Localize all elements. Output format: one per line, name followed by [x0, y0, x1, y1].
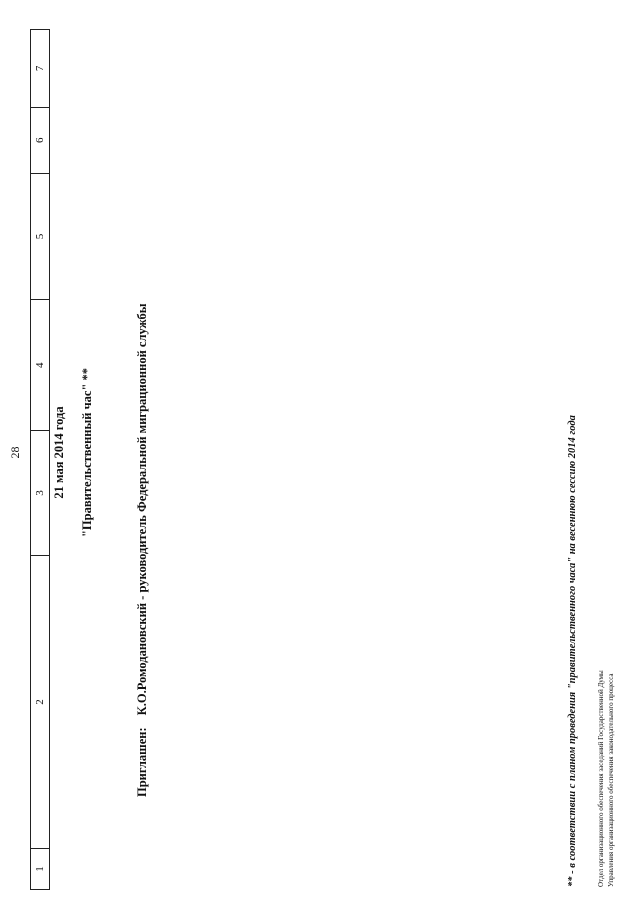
- invited-label: Приглашен:: [135, 727, 149, 797]
- column-number-cell: 2: [31, 555, 49, 848]
- government-hour-title: "Правительственный час" **: [80, 367, 94, 538]
- column-number-cell: 3: [31, 430, 49, 555]
- table-header-row: [30, 29, 50, 890]
- department-line-1: Отдел организационного обеспечения заседаний Государственной Думы: [597, 670, 605, 887]
- column-number-cell: 5: [31, 173, 49, 300]
- invited-line: [135, 304, 150, 797]
- footnote: ** - в соответствии с планом проведения "правительственного часа" на весеннюю сессию 2014 года: [567, 415, 578, 887]
- invited-person: К.О.Ромодановский - руководитель Федеральной миграционной службы: [135, 303, 149, 716]
- department-line-2: Управления организационного обеспечения законодательного процесса: [607, 673, 615, 887]
- department-signature: [596, 670, 616, 887]
- column-number-cell: 6: [31, 107, 49, 173]
- column-number-cell: 7: [34, 65, 46, 72]
- session-date: 21 мая 2014 года: [52, 406, 66, 499]
- column-number-cell: 1: [31, 848, 49, 889]
- column-number-cell: 4: [31, 299, 49, 430]
- page-number: 28: [8, 446, 22, 459]
